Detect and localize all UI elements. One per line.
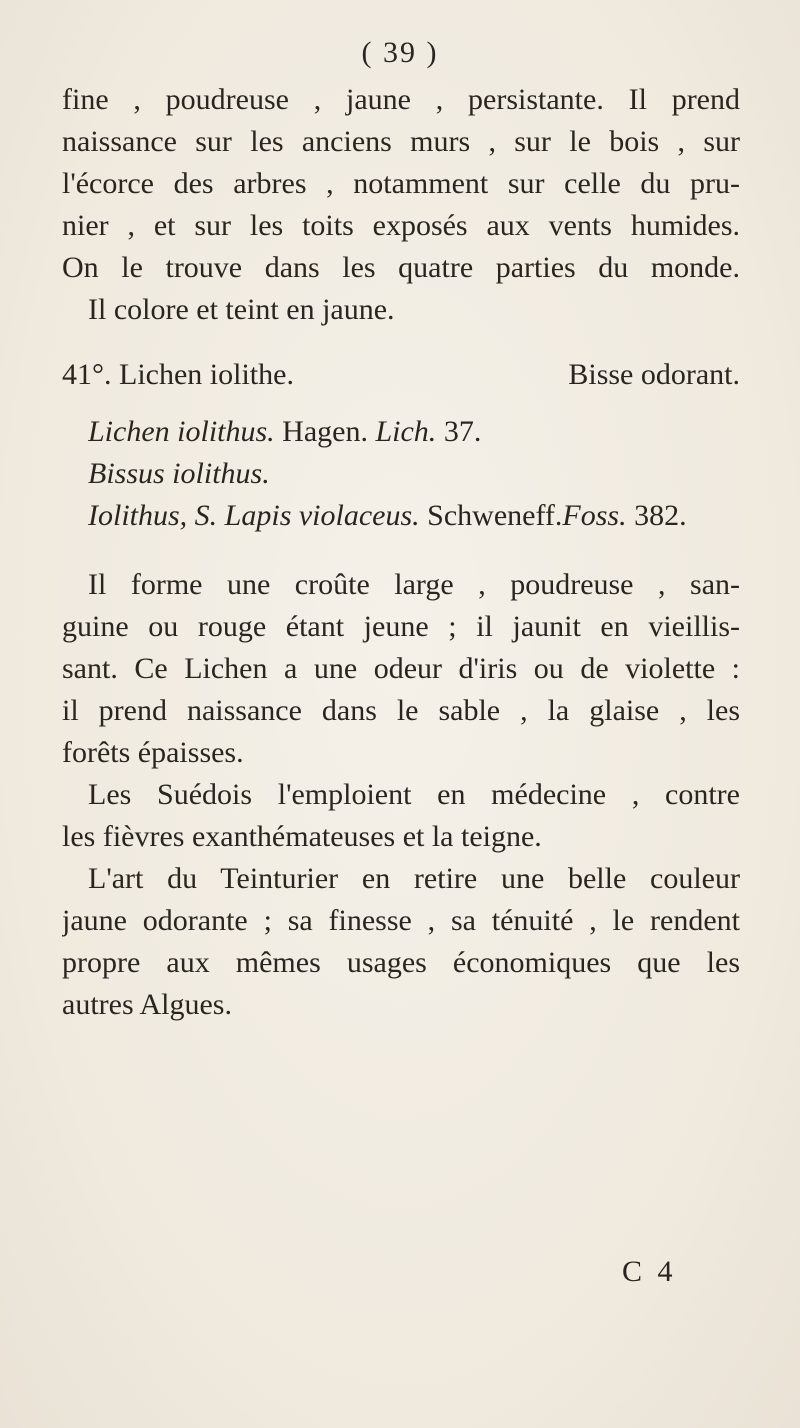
synonym-line (88, 412, 728, 452)
synonym-work: Lich. (375, 415, 437, 448)
entry-common-name: Bisse odorant. (568, 358, 740, 391)
synonym-italic: Lichen iolithus. (88, 415, 275, 448)
synonym-line (88, 496, 728, 536)
entry-title: 41°. Lichen iolithe. (62, 358, 294, 391)
text-line: les fièvres exanthémateuses et la teigne. (62, 820, 542, 853)
text-line: guine ou rouge étant jeune ; il jaunit en vieillis- (62, 610, 740, 643)
synonym-author: Hagen. (274, 415, 376, 448)
text-line: naissance sur les anciens murs , sur le bois , sur (62, 125, 740, 158)
text-line: nier , et sur les toits exposés aux vents humides. (62, 209, 740, 242)
text-line: fine , poudreuse , jaune , persistante. Il prend (62, 83, 740, 116)
text-line: Il forme une croûte large , poudreuse , san- (88, 568, 740, 601)
synonym-page: 37. (436, 415, 482, 448)
text-line: forêts épaisses. (62, 736, 244, 769)
text-line: jaune odorante ; sa finesse , sa ténuité , le rendent (62, 904, 740, 937)
text-line: L'art du Teinturier en retire une belle couleur (88, 862, 740, 895)
signature-mark: C 4 (622, 1255, 677, 1288)
text-line: On le trouve dans les quatre parties du monde. (62, 251, 740, 284)
synonym-author: Schweneff. (419, 499, 563, 532)
text-line: l'écorce des arbres , notamment sur celle du pru- (62, 167, 740, 200)
text-line: propre aux mêmes usages économiques que les (62, 946, 740, 979)
entry-heading (62, 355, 740, 395)
synonym-work: Foss. (562, 499, 627, 532)
text-line: autres Algues. (62, 988, 232, 1021)
text-line: sant. Ce Lichen a une odeur d'iris ou de violette : (62, 652, 740, 685)
synonym-italic: Bissus iolithus. (88, 457, 270, 490)
page-number: ( 39 ) (361, 36, 439, 69)
synonym-italic: Iolithus, S. Lapis violaceus. (88, 499, 420, 532)
text-line: Il colore et teint en jaune. (88, 293, 395, 326)
synonym-page: 382. (626, 499, 687, 532)
text-line: Les Suédois l'emploient en médecine , contre (88, 778, 740, 811)
synonym-line (88, 454, 728, 494)
text-line: il prend naissance dans le sable , la glaise , les (62, 694, 740, 727)
